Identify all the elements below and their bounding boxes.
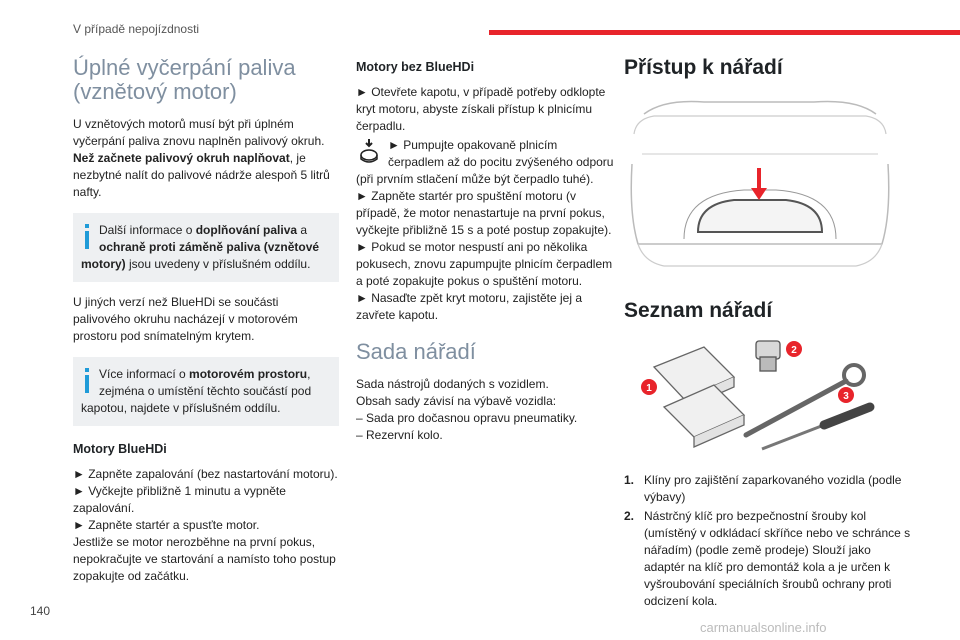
info-icon: [81, 222, 95, 256]
marker-3: [838, 387, 854, 403]
non-bluehdi-step-2: ► Pumpujte opakovaně plnicím čerpadlem až do pocitu zvýšeného odporu (při prvním stlačení může být čerpadlo tuhé).: [356, 138, 614, 186]
bluehdi-note: Jestliže se motor nerozběhne na první pokus, nepokračujte ve startování a namísto toho postup zopakujte od začátku.: [73, 535, 336, 583]
info-box-fuel: Další informace o doplňování paliva a ochraně proti záměně paliva (vznětové motory) jsou uvedeny v příslušném oddílu.: [73, 213, 339, 282]
column-3: [624, 56, 914, 612]
list-item: 2. Nástrčný klíč pro bezpečnostní šrouby kol (umístěný v odkládací skříňce nebo ve schránce s nářadím) (podle země prodeje) Slouží jako adaptér na klíč pro demontáž kola a je určen k vyšroubování speciálních šroubů ochrany proti odcizení kola.: [624, 509, 911, 608]
svg-text:2: 2: [791, 345, 797, 356]
non-bluehdi-step-4: ► Pokud se motor nespustí ani po několika pokusech, znovu zapumpujte plnicím čerpadlem a poté zopakujte pokus o spuštění motoru.: [356, 240, 613, 288]
fuel-exhaustion-title: Úplné vyčerpání paliva (vznětový motor): [73, 55, 296, 104]
page-number: 140: [30, 604, 51, 618]
toolkit-item-1: – Sada pro dočasnou opravu pneumatiky.: [356, 411, 578, 425]
intro-paragraph: U vznětových motorů musí být při úplném vyčerpání paliva znovu naplněn palivový okruh. Než začnete palivový okruh naplňovat, je nezbytné nalít do palivové nádrže alespoň 5 litrů nafty.: [73, 117, 330, 199]
non-bluehdi-subtitle: Motory bez BlueHDi: [356, 60, 475, 74]
tool-access-title: Přístup k nářadí: [624, 56, 783, 79]
bluehdi-step-2: ► Vyčkejte přibližně 1 minutu a vypněte zapalování.: [73, 484, 286, 515]
non-bluehdi-step-3: ► Zapněte startér pro spuštění motoru (v případě, že motor nenastartuje na první pokus, vyčkejte přibližně 15 s a poté postup zopakujte).: [356, 189, 612, 237]
header-accent-bar: [489, 30, 960, 35]
non-bluehdi-paragraph: U jiných verzí než BlueHDi se součásti palivového okruhu nacházejí v motorovém prostoru pod snímatelným krytem.: [73, 295, 298, 343]
info-icon: [81, 366, 95, 400]
tool-list-title: Seznam nářadí: [624, 299, 773, 322]
tool-list: [624, 472, 914, 610]
trunk-illustration: [624, 94, 896, 274]
bluehdi-subtitle: Motory BlueHDi: [73, 442, 167, 456]
running-header: V případě nepojízdnosti: [73, 22, 200, 36]
bluehdi-step-1: ► Zapněte zapalování (bez nastartování motoru).: [73, 467, 338, 481]
marker-1: [641, 379, 657, 395]
bluehdi-step-3: ► Zapněte startér a spusťte motor.: [73, 518, 260, 532]
toolkit-desc-2: Obsah sady závisí na výbavě vozidla:: [356, 394, 557, 408]
column-1: [73, 56, 339, 597]
toolkit-item-2: – Rezervní kolo.: [356, 428, 443, 442]
tools-illustration: [624, 337, 896, 455]
toolkit-desc-1: Sada nástrojů dodaných s vozidlem.: [356, 377, 549, 391]
marker-2: [786, 341, 802, 357]
non-bluehdi-step-1: ► Otevřete kapotu, v případě potřeby odklopte kryt motoru, abyste získali přístup k plnicímu čerpadlu.: [356, 85, 606, 133]
lock-nut-adapter-icon: [756, 341, 780, 371]
screwdriver-icon: [762, 407, 870, 449]
toolkit-title: Sada nářadí: [356, 339, 476, 364]
list-item: 1. Klíny pro zajištění zaparkovaného vozidla (podle výbavy): [624, 473, 902, 504]
wheel-chocks-icon: [654, 347, 744, 447]
watermark: carmanualsonline.info: [700, 620, 827, 635]
column-2: [356, 56, 616, 444]
non-bluehdi-step-5: ► Nasaďte zpět kryt motoru, zajistěte jej a zavřete kapotu.: [356, 291, 583, 322]
svg-text:3: 3: [843, 391, 849, 402]
svg-text:1: 1: [646, 383, 652, 394]
info-box-engine-bay: Více informací o motorovém prostoru, zejména o umístění těchto součástí pod kapotou, najdete v příslušném oddílu.: [73, 357, 339, 426]
hand-pump-icon: [356, 137, 382, 165]
